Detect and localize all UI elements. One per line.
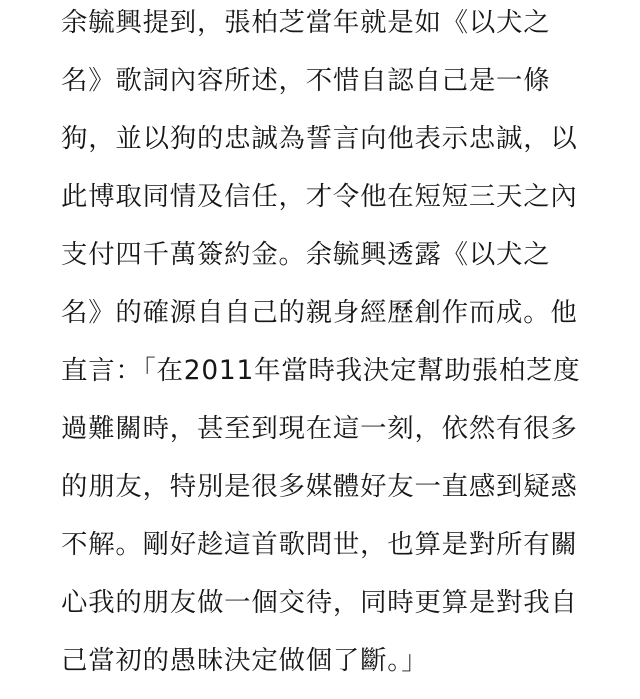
text-line: 名》的確源自自己的親身經歷創作而成。他 xyxy=(61,297,578,328)
text-line: 名》歌詞內容所述，不惜自認自己是一條 xyxy=(61,65,551,96)
text-line: 己當初的愚昧決定做個了斷。」 xyxy=(61,645,429,676)
text-line: 的朋友，特別是很多媒體好友一直感到疑惑 xyxy=(61,471,578,502)
text-line: 過難關時，甚至到現在這一刻，依然有很多 xyxy=(61,413,578,444)
text-line: 不解。剛好趁這首歌問世，也算是對所有關 xyxy=(61,529,578,560)
text-line: 直言：「在2011年當時我決定幫助張柏芝度 xyxy=(61,355,581,386)
text-line: 支付四千萬簽約金。余毓興透露《以犬之 xyxy=(61,239,551,270)
text-line: 狗，並以狗的忠誠為誓言向他表示忠誠，以 xyxy=(61,123,578,154)
article-body xyxy=(61,3,621,699)
text-line: 余毓興提到，張柏芝當年就是如《以犬之 xyxy=(61,7,551,38)
text-line: 此博取同情及信任，才令他在短短三天之內 xyxy=(61,181,578,212)
text-line: 心我的朋友做一個交待，同時更算是對我自 xyxy=(61,587,578,618)
